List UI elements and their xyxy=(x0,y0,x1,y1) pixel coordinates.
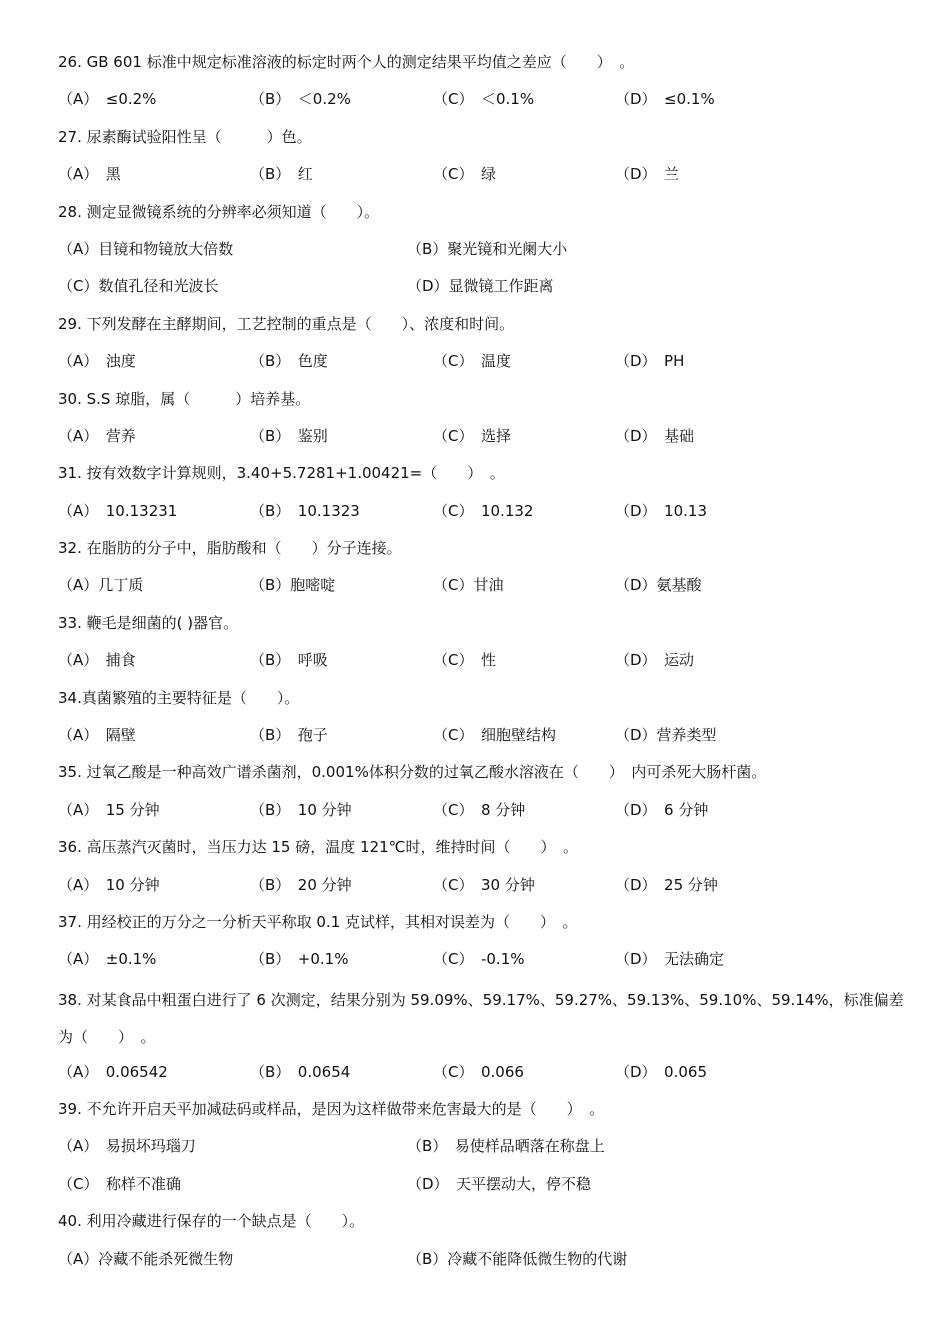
answer-option: （A） 10.13231 xyxy=(58,501,178,520)
answer-option: （A） 营养 xyxy=(58,426,136,445)
answer-option: （C） 30 分钟 xyxy=(433,875,535,894)
answer-option: （A）几丁质 xyxy=(58,576,144,595)
question-stem: 35. 过氧乙酸是一种高效广谱杀菌剂，0.001%体积分数的过氧乙酸水溶液在（ ） 内可杀死大肠杆菌。 xyxy=(58,763,767,782)
answer-option: （A） 10 分钟 xyxy=(58,875,160,894)
options-row xyxy=(58,570,908,607)
answer-option: （C） ＜0.1% xyxy=(433,90,535,109)
answer-option: （D） 0.065 xyxy=(615,1062,707,1081)
answer-option: （A）冷藏不能杀死微生物 xyxy=(58,1249,234,1268)
answer-option: （D） 基础 xyxy=(615,426,695,445)
answer-option: （A） 0.06542 xyxy=(58,1062,168,1081)
answer-option: （A）目镜和物镜放大倍数 xyxy=(58,239,234,258)
answer-option: （B） 20 分钟 xyxy=(250,875,352,894)
answer-option: （D） 运动 xyxy=(615,651,695,670)
answer-option: （B） 0.0654 xyxy=(250,1062,351,1081)
answer-option: （B） 易使样品晒落在称盘上 xyxy=(407,1137,605,1156)
answer-option: （C）甘油 xyxy=(433,576,504,595)
answer-option: （A） 黑 xyxy=(58,165,121,184)
question-stem: 30. S.S 琼脂，属（ ）培养基。 xyxy=(58,389,311,408)
question-stem: 28. 测定显微镜系统的分辨率必须知道（ ）。 xyxy=(58,202,380,221)
answer-option: （D）氨基酸 xyxy=(615,576,702,595)
answer-option: （B） 鉴别 xyxy=(250,426,328,445)
exam-page xyxy=(58,47,908,1281)
answer-option: （D） 25 分钟 xyxy=(615,875,718,894)
answer-option: （D） 无法确定 xyxy=(615,950,725,969)
question-stem: 37. 用经校正的万分之一分析天平称取 0.1 克试样，其相对误差为（ ） 。 xyxy=(58,912,578,931)
question-stem: 38. 对某食品中粗蛋白进行了 6 次测定，结果分别为 59.09%、59.17%、59.27%、59.13%、59.10%、59.14%，标准偏差为（ ） 。 xyxy=(58,990,904,1047)
answer-option: （D） PH xyxy=(615,352,685,371)
answer-option: （C） 选择 xyxy=(433,426,511,445)
answer-option: （B） 10.1323 xyxy=(250,501,360,520)
options-row xyxy=(58,234,908,271)
answer-option: （C）数值孔径和光波长 xyxy=(58,277,219,296)
answer-option: （A） ≤0.2% xyxy=(58,90,157,109)
question-stem: 29. 下列发酵在主酵期间，工艺控制的重点是（ ）、浓度和时间。 xyxy=(58,314,515,333)
options-row xyxy=(58,1057,908,1094)
answer-option: （C） 性 xyxy=(433,651,496,670)
answer-option: （C） 绿 xyxy=(433,165,496,184)
answer-option: （A） 捕食 xyxy=(58,651,136,670)
answer-option: （C） 称样不准确 xyxy=(58,1174,181,1193)
answer-option: （B）冷藏不能降低微生物的代谢 xyxy=(407,1249,628,1268)
answer-option: （B） 10 分钟 xyxy=(250,800,352,819)
options-row xyxy=(58,1169,908,1206)
question-stem: 34.真菌繁殖的主要特征是（ ）。 xyxy=(58,688,300,707)
answer-option: （B）胞嘧啶 xyxy=(250,576,336,595)
question-stem: 27. 尿素酶试验阳性呈（ ）色。 xyxy=(58,127,312,146)
question-stem: 36. 高压蒸汽灭菌时，当压力达 15 磅，温度 121℃时，维持时间（ ） 。 xyxy=(58,838,578,857)
options-row xyxy=(58,870,908,907)
question-stem: 40. 利用冷藏进行保存的一个缺点是（ ）。 xyxy=(58,1212,365,1231)
answer-option: （B）聚光镜和光阑大小 xyxy=(407,239,568,258)
options-row xyxy=(58,795,908,832)
answer-option: （A） 浊度 xyxy=(58,352,136,371)
answer-option: （A） ±0.1% xyxy=(58,950,157,969)
answer-option: （D） 10.13 xyxy=(615,501,707,520)
options-row xyxy=(58,346,908,383)
options-row xyxy=(58,496,908,533)
answer-option: （D） 6 分钟 xyxy=(615,800,709,819)
options-row xyxy=(58,720,908,757)
answer-option: （B） 红 xyxy=(250,165,313,184)
answer-option: （D） 兰 xyxy=(615,165,680,184)
answer-option: （B） 呼吸 xyxy=(250,651,328,670)
answer-option: （C） 0.066 xyxy=(433,1062,524,1081)
question-stem: 39. 不允许开启天平加减砝码或样品，是因为这样做带来危害最大的是（ ） 。 xyxy=(58,1099,605,1118)
answer-option: （C） 10.132 xyxy=(433,501,534,520)
options-row xyxy=(58,944,908,981)
options-row xyxy=(58,645,908,682)
options-row xyxy=(58,159,908,196)
question-stem: 26. GB 601 标准中规定标准溶液的标定时两个人的测定结果平均值之差应（ ） 。 xyxy=(58,53,635,71)
answer-option: （D）显微镜工作距离 xyxy=(407,277,554,296)
answer-option: （B） 色度 xyxy=(250,352,328,371)
answer-option: （B） +0.1% xyxy=(250,950,349,969)
options-row xyxy=(58,1131,908,1168)
question-stem: 31. 按有效数字计算规则，3.40+5.7281+1.00421=（ ） 。 xyxy=(58,464,505,483)
question-stem: 33. 鞭毛是细菌的( )器官。 xyxy=(58,613,239,632)
answer-option: （C） -0.1% xyxy=(433,950,525,969)
options-row xyxy=(58,1244,908,1281)
answer-option: （A） 隔壁 xyxy=(58,726,136,745)
answer-option: （D） ≤0.1% xyxy=(615,90,715,109)
answer-option: （B） 孢子 xyxy=(250,726,328,745)
answer-option: （B） ＜0.2% xyxy=(250,90,351,109)
answer-option: （D）营养类型 xyxy=(615,726,717,745)
answer-option: （C） 8 分钟 xyxy=(433,800,526,819)
answer-option: （C） 温度 xyxy=(433,352,511,371)
options-row xyxy=(58,421,908,458)
answer-option: （A） 易损坏玛瑙刀 xyxy=(58,1137,196,1156)
options-row xyxy=(58,271,908,308)
options-row xyxy=(58,84,908,121)
question-stem: 32. 在脂肪的分子中，脂肪酸和（ ）分子连接。 xyxy=(58,539,402,558)
answer-option: （C） 细胞壁结构 xyxy=(433,726,556,745)
answer-option: （D） 天平摆动大，停不稳 xyxy=(407,1174,592,1193)
answer-option: （A） 15 分钟 xyxy=(58,800,160,819)
